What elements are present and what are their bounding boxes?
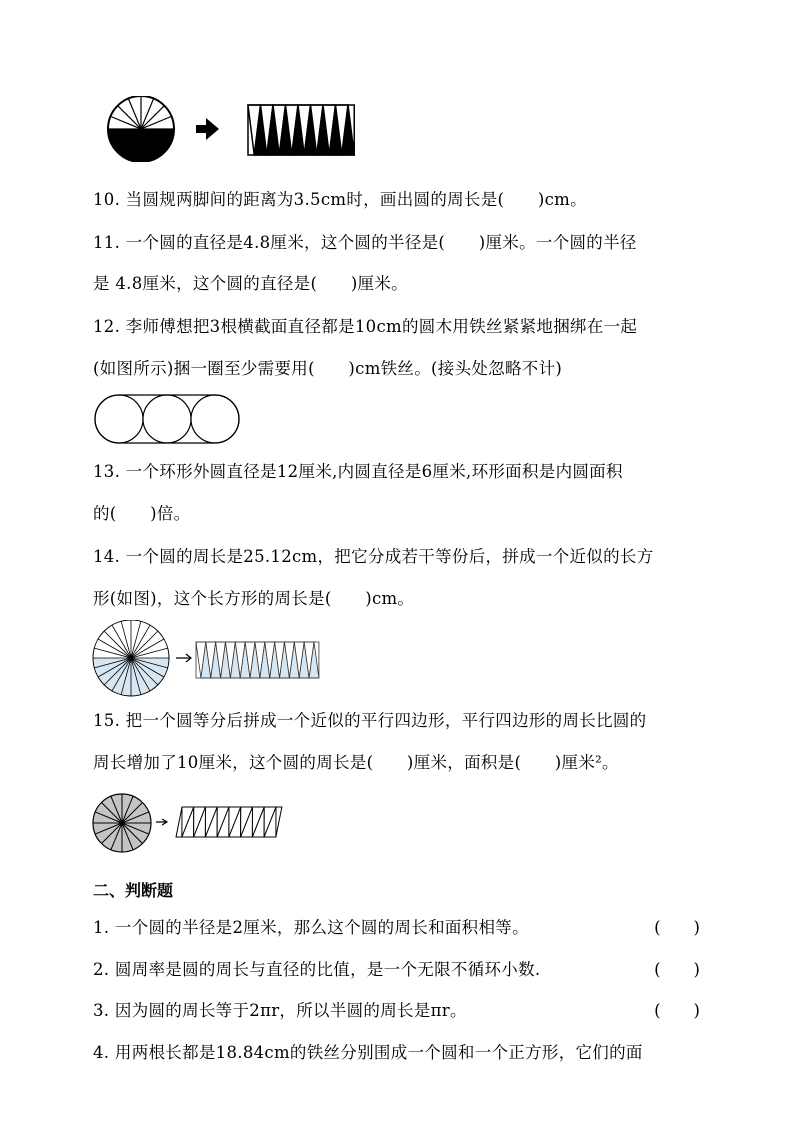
judgement-1: 1. 一个圆的半径是2厘米，那么这个圆的周长和面积相等。: [93, 918, 529, 937]
judgement-4: 4. 用两根长都是18.84cm的铁丝分别围成一个圆和一个正方形，它们的面: [93, 1043, 643, 1062]
rearranged-strip: [248, 105, 354, 155]
section-heading-judgement: 二、判断题: [93, 881, 174, 900]
figure-circle-to-parallelogram: [92, 792, 292, 856]
question-14-line1: 14. 一个圆的周长是25.12cm，把它分成若干等份后，拼成一个近似的长方: [93, 547, 654, 566]
question-13-line2: 的( )倍。: [93, 504, 191, 523]
question-14-line2: 形(如图)，这个长方形的周长是( )cm。: [93, 589, 415, 608]
question-11-line1: 11. 一个圆的直径是4.8厘米，这个圆的半径是( )厘米。一个圆的半径: [93, 233, 637, 252]
answer-blank-3[interactable]: ( ): [654, 1001, 700, 1020]
arrow-icon: [156, 819, 167, 825]
figure-circle-to-rectangle-2: [90, 620, 330, 700]
answer-blank-2[interactable]: ( ): [654, 960, 700, 979]
judgement-2: 2. 圆周率是圆的周长与直径的比值，是一个无限不循环小数.: [93, 960, 541, 979]
arrow-icon: [196, 118, 219, 140]
rearranged-strip: [176, 807, 282, 837]
figure-three-logs: [93, 393, 243, 445]
question-11-line2: 是 4.8厘米，这个圆的直径是( )厘米。: [93, 274, 408, 293]
question-10: 10. 当圆规两脚间的距离为3.5cm时，画出圆的周长是( )cm。: [93, 190, 587, 209]
question-13-line1: 13. 一个环形外圆直径是12厘米,内圆直径是6厘米,环形面积是内圆面积: [93, 462, 623, 481]
answer-blank-1[interactable]: ( ): [654, 918, 700, 937]
question-15-line1: 15. 把一个圆等分后拼成一个近似的平行四边形，平行四边形的周长比圆的: [93, 711, 647, 730]
judgement-3: 3. 因为圆的周长等于2πr，所以半圆的周长是πr。: [93, 1001, 467, 1020]
question-12-line1: 12. 李师傅想把3根横截面直径都是10cm的圆木用铁丝紧紧地捆绑在一起: [93, 317, 638, 336]
sector-circle: [108, 96, 174, 162]
arrow-icon: [176, 654, 191, 662]
question-12-line2: (如图所示)捆一圈至少需要用( )cm铁丝。(接头处忽略不计): [93, 359, 563, 378]
rearranged-strip: [196, 642, 319, 678]
question-15-line2: 周长增加了10厘米，这个圆的周长是( )厘米，面积是( )厘米²。: [93, 753, 619, 772]
figure-circle-to-rectangle-1: [104, 96, 364, 162]
